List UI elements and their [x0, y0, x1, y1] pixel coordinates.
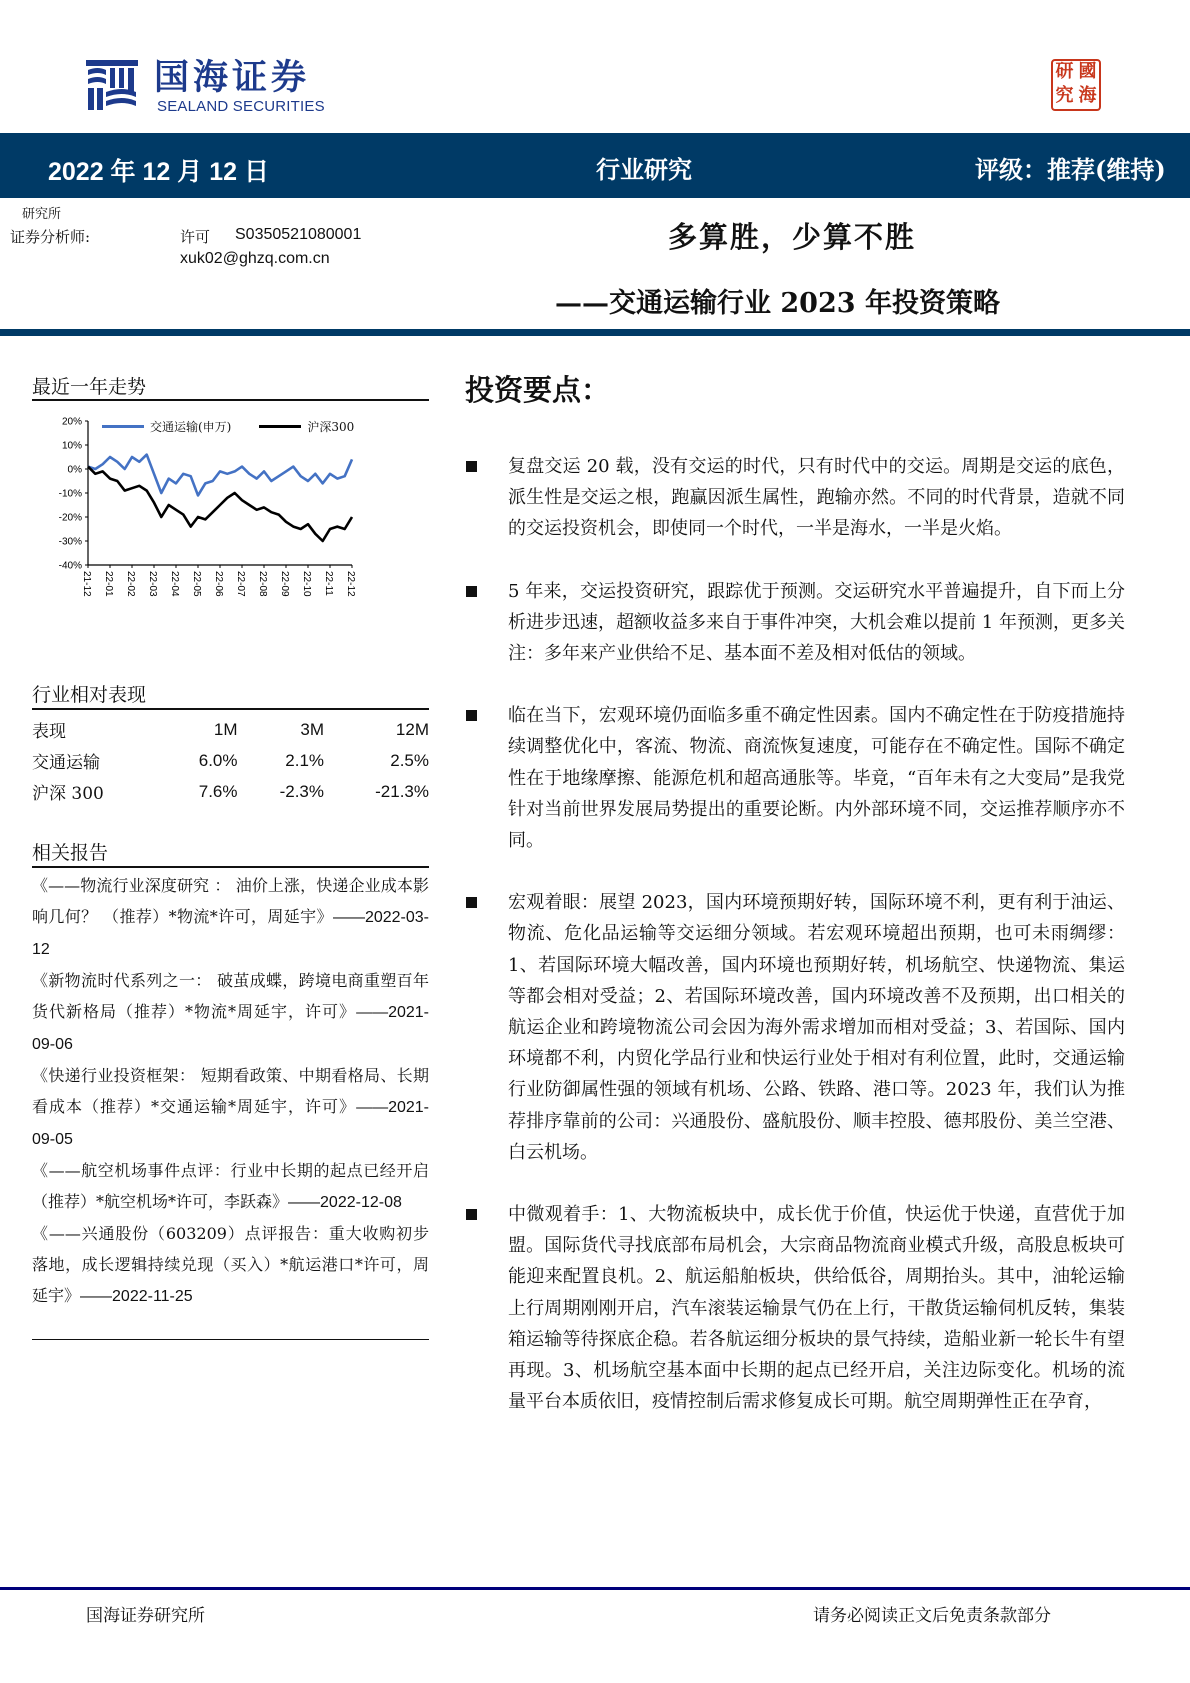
report-subtitle: ——交通运输行业 2023 年投资策略 — [555, 288, 1000, 319]
bullet-text: 复盘交运 20 载，没有交运的时代，只有时代中的交运。周期是交运的底色，派生性是交运之根，跑赢因派生属性，跑输亦然。不同的时代背景，造就不同的交运投资机会，即使同一个时代，一半是海水，一半是火焰。 — [508, 456, 1125, 540]
svg-text:22-05: 22-05 — [191, 571, 202, 597]
svg-text:22-09: 22-09 — [279, 571, 290, 597]
legend-label-csi300: 沪深300 — [307, 420, 355, 434]
bullet-square-icon — [466, 1209, 477, 1220]
performance-table — [32, 714, 429, 807]
key-points-list — [465, 451, 1125, 1448]
brand-name-cn: 国海证券 — [154, 58, 311, 98]
report-link[interactable]: 《新物流时代系列之一： 破茧成蝶，跨境电商重塑百年货代新格局（推荐）*物流*周延宇，许可》 — [32, 971, 429, 1021]
seal-char: 研 — [1055, 61, 1074, 82]
rating-label: 评级：推荐(维持) — [975, 155, 1166, 184]
legend-line-csi300 — [259, 425, 301, 428]
bullet-text: 中微观着手：1、大物流板块中，成长优于价值，快运优于快递，直营优于加盟。国际货代寻找底部布局机会，大宗商品物流商业模式升级，高股息板块可能迎来配置良机。2、航运船舶板块，供给低谷，周期抬头。其中，油轮运输上行周期刚刚开启，汽车滚装运输景气仍在上行，干散货运输伺机反转，集装箱运输等待探底企稳。若各航运细分板块的景气持续，造船业新一轮长牛有望再现。3、机场航空基本面中长期的起点已经开启，关注边际变化。机场的流量平台本质依旧，疫情控制后需求修复成长可期。航空周期弹性正在孕育， — [508, 1204, 1125, 1413]
analyst-email[interactable]: xuk02@ghzq.com.cn — [180, 250, 330, 267]
cell-1m: 7.6% — [198, 781, 238, 801]
report-date: ——2022-11-25 — [80, 1288, 193, 1305]
report-link[interactable]: 《——物流行业深度研究 ： 油价上涨，快递企业成本影响几何？ （推荐）*物流*许可，周延宇》 — [32, 876, 429, 926]
seal-char: 海 — [1078, 85, 1097, 106]
bullet-item — [465, 576, 1125, 670]
svg-text:22-06: 22-06 — [213, 571, 224, 597]
list-item[interactable] — [32, 870, 429, 965]
svg-text:-10%: -10% — [58, 488, 82, 500]
list-item[interactable] — [32, 1155, 429, 1218]
row-label: 沪深 300 — [32, 784, 104, 804]
seal-char: 究 — [1055, 85, 1074, 106]
svg-text:22-03: 22-03 — [147, 571, 158, 597]
table-header-row — [32, 714, 429, 745]
svg-text:22-12: 22-12 — [345, 571, 356, 597]
bullet-item — [465, 451, 1125, 545]
trend-section-title: 最近一年走势 — [32, 376, 147, 398]
bullet-text: 5 年来，交运投资研究，跟踪优于预测。交运研究水平普遍提升，自下而上分析进步迅速，超额收益多来自于事件冲突，大机会难以提前 1 年预测，更多关注：多年来产业供给不足、基本面不差及相对低估的领域。 — [508, 580, 1125, 665]
legend-label-transport: 交通运输(申万) — [150, 420, 232, 434]
table-header: 表现 — [32, 722, 66, 742]
svg-text:-40%: -40% — [58, 560, 82, 572]
svg-text:20%: 20% — [61, 416, 82, 428]
row-label: 交通运输 — [32, 753, 100, 773]
chart-legend — [102, 418, 354, 435]
table-row — [32, 776, 429, 807]
report-title: 多算胜，少算不胜 — [668, 220, 917, 254]
cell-12m: -21.3% — [375, 781, 429, 801]
table-header: 12M — [395, 719, 429, 739]
report-link[interactable]: 《快递行业投资框架： 短期看政策、中期看格局、长期看成本（推荐）*交通运输*周延宇，许可》 — [32, 1066, 429, 1116]
report-date: ——2022-12-08 — [288, 1194, 402, 1211]
svg-text:22-04: 22-04 — [169, 571, 180, 597]
bullet-item — [465, 887, 1125, 1168]
table-header: 3M — [300, 719, 325, 739]
report-date: ——2021-09-05 — [32, 1099, 429, 1148]
brand-name-en: SEALAND SECURITIES — [157, 98, 325, 115]
svg-text:22-02: 22-02 — [125, 571, 136, 597]
table-header: 1M — [213, 719, 238, 739]
related-reports-title: 相关报告 — [32, 842, 109, 864]
svg-text:22-11: 22-11 — [323, 571, 334, 596]
analyst-name: 许可 — [180, 228, 211, 246]
legend-line-transport — [102, 425, 144, 428]
svg-text:21-12: 21-12 — [81, 571, 92, 597]
cell-12m: 2.5% — [390, 750, 429, 770]
bullet-item — [465, 1199, 1125, 1417]
bullet-square-icon — [466, 897, 477, 908]
section-rule — [32, 1339, 429, 1340]
svg-text:22-10: 22-10 — [301, 571, 312, 597]
related-reports-list — [32, 870, 429, 1312]
cell-1m: 6.0% — [198, 750, 238, 770]
list-item[interactable] — [32, 1060, 429, 1155]
bullet-item — [465, 700, 1125, 856]
bullet-square-icon — [466, 586, 477, 597]
list-item[interactable] — [32, 1218, 429, 1312]
bullet-square-icon — [466, 461, 477, 472]
svg-text:22-07: 22-07 — [235, 571, 246, 597]
seal-char: 國 — [1078, 61, 1097, 82]
svg-text:22-01: 22-01 — [103, 571, 114, 597]
analyst-label: 证券分析师: — [10, 228, 91, 246]
section-rule — [32, 708, 429, 710]
svg-text:10%: 10% — [61, 440, 82, 452]
report-link[interactable]: 《——航空机场事件点评：行业中长期的起点已经开启（推荐）*航空机场*许可，李跃森》 — [32, 1161, 429, 1211]
svg-text:0%: 0% — [67, 464, 82, 476]
report-date: ——2021-09-06 — [32, 1004, 429, 1053]
footer-disclaimer-note: 请务必阅读正文后免责条款部分 — [813, 1606, 1051, 1626]
svg-text:22-08: 22-08 — [257, 571, 268, 597]
key-points-title: 投资要点： — [465, 373, 611, 407]
research-seal-icon — [1051, 59, 1101, 111]
performance-section-title: 行业相对表现 — [32, 684, 147, 706]
svg-text:-20%: -20% — [58, 512, 82, 524]
report-link[interactable]: 《——兴通股份（603209）点评报告：重大收购初步落地，成长逻辑持续兑现（买入）*航运港口*许可，周延宇》 — [32, 1224, 429, 1305]
report-date: 2022 年 12 月 12 日 — [48, 158, 269, 186]
title-divider — [0, 329, 1190, 336]
list-item[interactable] — [32, 965, 429, 1060]
footer-rule — [0, 1587, 1190, 1590]
bullet-text: 宏观着眼：展望 2023，国内环境预期好转，国际环境不利，更有利于油运、物流、危化品运输等交运细分领域。若宏观环境超出预期，也可未雨绸缪：1、若国际环境大幅改善，国内环境也预期好转，机场航空、快递物流、集运等都会相对受益；2、若国际环境改善，国内环境改善不及预期，出口相关的航运企业和跨境物流公司会因为海外需求增加而相对受益；3、若国际、国内环境都不利，内贸化学品行业和快运行业处于相对有利位置，此时，交通运输行业防御属性强的领域有机场、公路、铁路、港口等。2023 年，我们认为推荐排序靠前的公司：兴通股份、盛航股份、顺丰控股、德邦股份、美兰空港、白云机场。 — [508, 892, 1125, 1163]
institute-label: 研究所 — [22, 207, 62, 222]
cell-3m: 2.1% — [285, 750, 325, 770]
cell-3m: -2.3% — [279, 781, 325, 801]
analyst-license: S0350521080001 — [235, 226, 362, 243]
report-date: ——2022-03-12 — [32, 909, 429, 958]
section-rule — [32, 866, 429, 868]
report-type: 行业研究 — [596, 155, 692, 184]
bullet-text: 临在当下，宏观环境仍面临多重不确定性因素。国内不确定性在于防疫措施持续调整优化中，客流、物流、商流恢复速度，可能存在不确定性。国际不确定性在于地缘摩擦、能源危机和超高通胀等。毕竟，“百年未有之大变局”是我党针对当前世界发展局势提出的重要论断。内外部环境不同，交运推荐顺序亦不同。 — [508, 705, 1125, 852]
sealand-logo-icon — [86, 60, 138, 110]
svg-text:-30%: -30% — [58, 536, 82, 548]
bullet-square-icon — [466, 710, 477, 721]
section-rule — [32, 399, 429, 401]
table-row — [32, 745, 429, 776]
footer-institute: 国海证券研究所 — [86, 1606, 205, 1626]
